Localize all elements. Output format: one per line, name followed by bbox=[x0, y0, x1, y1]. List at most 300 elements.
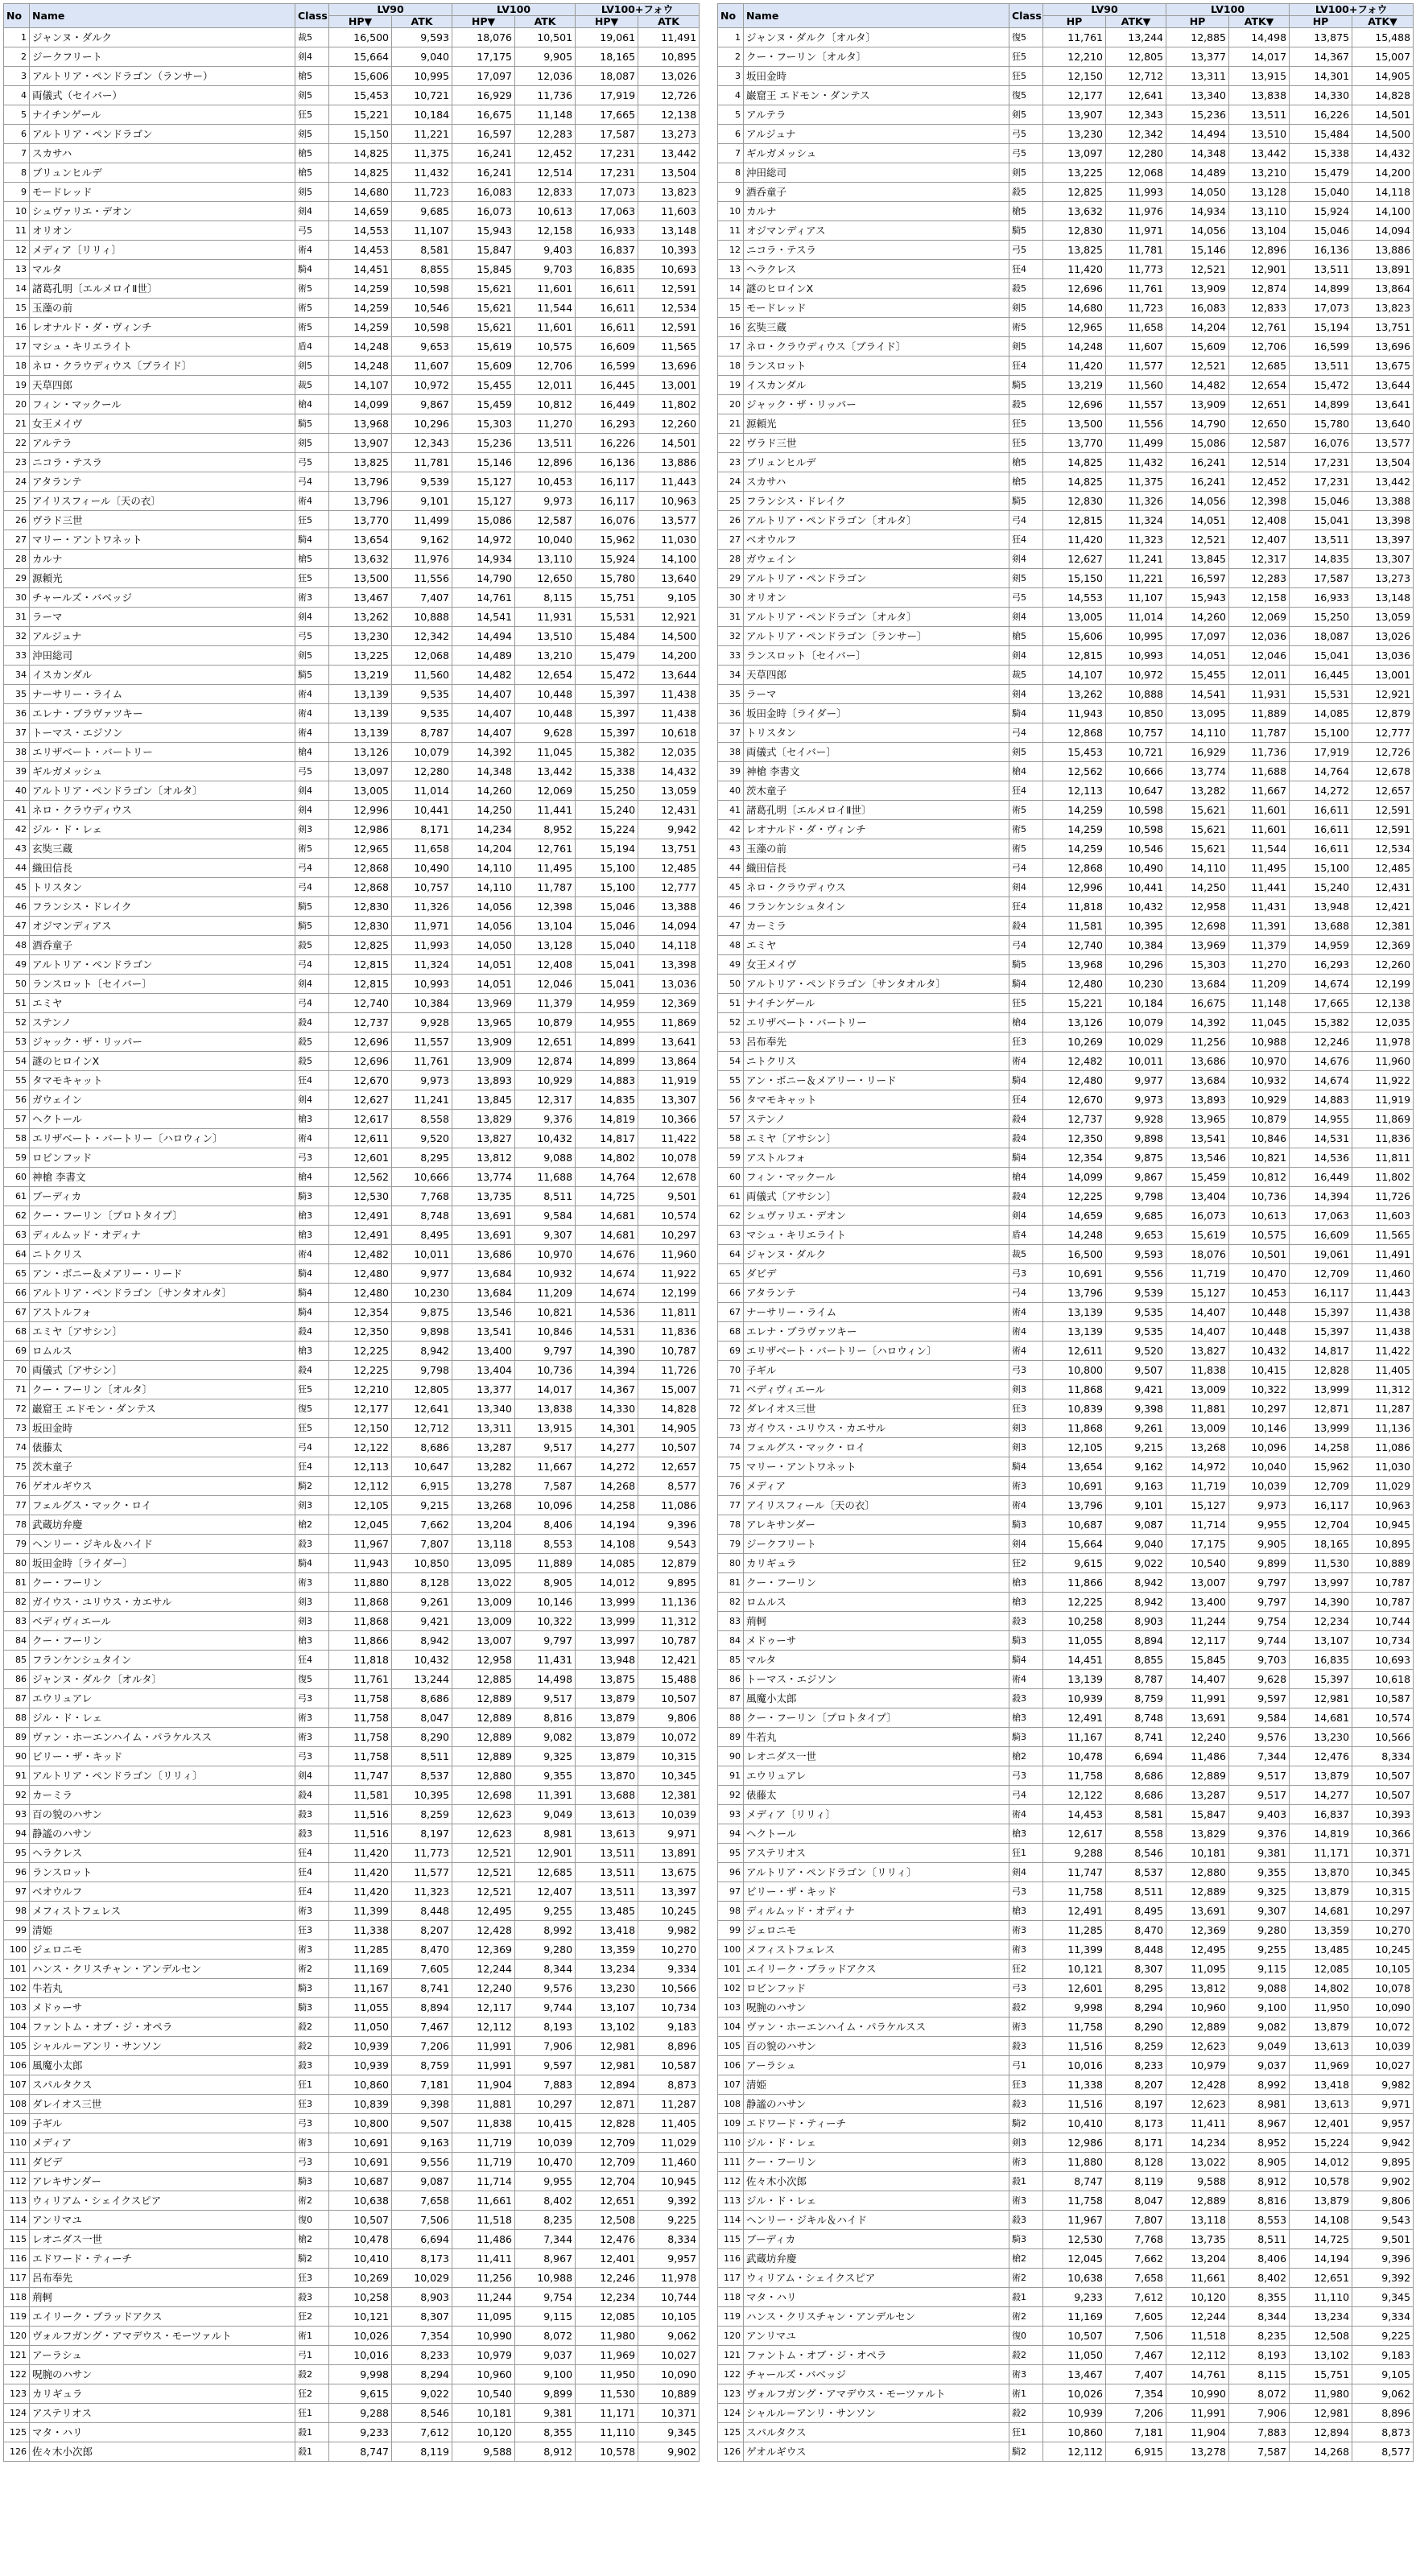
table-row[interactable] bbox=[4, 434, 700, 453]
table-row[interactable] bbox=[4, 1554, 700, 1573]
lv100-fou-hp: 14,272 bbox=[576, 1457, 638, 1477]
table-row[interactable] bbox=[718, 1245, 1414, 1264]
table-row[interactable] bbox=[718, 781, 1414, 801]
table-row[interactable] bbox=[4, 2114, 700, 2133]
table-row[interactable] bbox=[4, 1689, 700, 1708]
lv90-hp: 12,965 bbox=[1043, 318, 1106, 337]
row-number: 46 bbox=[718, 897, 744, 917]
table-row[interactable] bbox=[4, 781, 700, 801]
table-row[interactable] bbox=[4, 1573, 700, 1593]
table-row[interactable] bbox=[718, 2384, 1414, 2404]
table-row[interactable] bbox=[718, 2288, 1414, 2307]
lv100-hp-sort-header[interactable]: HP▼ bbox=[452, 16, 515, 28]
table-row[interactable] bbox=[718, 1226, 1414, 1245]
servant-class: 剣4 bbox=[1009, 1206, 1043, 1226]
table-row[interactable] bbox=[4, 2133, 700, 2153]
table-row[interactable] bbox=[718, 975, 1414, 994]
lv90-atk-sort-header[interactable]: ATK bbox=[392, 16, 452, 28]
table-row[interactable] bbox=[4, 743, 700, 762]
table-row[interactable] bbox=[718, 1631, 1414, 1651]
lv100-fou-hp-sort-header[interactable]: HP▼ bbox=[576, 16, 638, 28]
table-row[interactable] bbox=[718, 2404, 1414, 2423]
table-row[interactable] bbox=[718, 530, 1414, 550]
table-row[interactable] bbox=[4, 1380, 700, 1399]
table-row[interactable] bbox=[718, 67, 1414, 86]
class-header[interactable]: Class bbox=[1009, 4, 1043, 28]
table-row[interactable] bbox=[4, 723, 700, 743]
table-row[interactable] bbox=[718, 1477, 1414, 1496]
table-row[interactable] bbox=[4, 2307, 700, 2327]
lv90-atk: 9,507 bbox=[1106, 1361, 1166, 1380]
name-header[interactable]: Name bbox=[30, 4, 295, 28]
lv100-fou-atk: 9,982 bbox=[1352, 2075, 1414, 2095]
table-row[interactable] bbox=[718, 1593, 1414, 1612]
table-row[interactable] bbox=[718, 1457, 1414, 1477]
table-row[interactable] bbox=[718, 414, 1414, 434]
table-row[interactable] bbox=[4, 2346, 700, 2365]
table-row[interactable] bbox=[4, 1960, 700, 1979]
row-number: 49 bbox=[4, 955, 30, 975]
lv100-fou-atk: 10,297 bbox=[638, 1226, 700, 1245]
table-row[interactable] bbox=[4, 1651, 700, 1670]
table-row[interactable] bbox=[718, 221, 1414, 241]
table-row[interactable] bbox=[718, 1708, 1414, 1728]
table-row[interactable] bbox=[4, 279, 700, 299]
table-row[interactable] bbox=[4, 859, 700, 878]
table-row[interactable] bbox=[718, 2037, 1414, 2056]
table-row[interactable] bbox=[718, 1496, 1414, 1515]
table-row[interactable] bbox=[4, 376, 700, 395]
table-row[interactable] bbox=[4, 86, 700, 105]
table-row[interactable] bbox=[718, 1786, 1414, 1805]
table-row[interactable] bbox=[718, 2211, 1414, 2230]
table-row[interactable] bbox=[718, 994, 1414, 1013]
table-row[interactable] bbox=[718, 125, 1414, 144]
table-row[interactable] bbox=[4, 1419, 700, 1438]
table-row[interactable] bbox=[718, 1573, 1414, 1593]
no-header[interactable]: No bbox=[4, 4, 30, 28]
table-row[interactable] bbox=[4, 1805, 700, 1824]
table-row[interactable] bbox=[718, 86, 1414, 105]
table-row[interactable] bbox=[718, 569, 1414, 588]
table-row[interactable] bbox=[4, 1187, 700, 1206]
table-row[interactable] bbox=[718, 1979, 1414, 1998]
table-row[interactable] bbox=[718, 1090, 1414, 1110]
table-row[interactable] bbox=[718, 1824, 1414, 1844]
table-row[interactable] bbox=[4, 2442, 700, 2462]
table-row[interactable] bbox=[4, 1844, 700, 1863]
table-row[interactable] bbox=[4, 2384, 700, 2404]
table-row[interactable] bbox=[718, 1419, 1414, 1438]
no-header[interactable]: No bbox=[718, 4, 744, 28]
lv100-fou-hp-sort-header[interactable]: HP bbox=[1290, 16, 1352, 28]
table-row[interactable] bbox=[718, 2075, 1414, 2095]
table-row[interactable] bbox=[4, 105, 700, 125]
table-row[interactable] bbox=[4, 492, 700, 511]
servant-class: 狂5 bbox=[1009, 414, 1043, 434]
table-row[interactable] bbox=[4, 1071, 700, 1090]
table-row[interactable] bbox=[4, 221, 700, 241]
table-row[interactable] bbox=[4, 666, 700, 685]
table-row[interactable] bbox=[718, 801, 1414, 820]
table-row[interactable] bbox=[4, 28, 700, 47]
table-row[interactable] bbox=[4, 1399, 700, 1419]
table-row[interactable] bbox=[718, 955, 1414, 975]
table-row[interactable] bbox=[718, 1921, 1414, 1940]
lv100-atk-sort-header[interactable]: ATK▼ bbox=[1229, 16, 1290, 28]
table-row[interactable] bbox=[4, 1032, 700, 1052]
table-row[interactable] bbox=[718, 472, 1414, 492]
table-row[interactable] bbox=[4, 2211, 700, 2230]
table-row[interactable] bbox=[4, 2075, 700, 2095]
table-row[interactable] bbox=[4, 1902, 700, 1921]
name-header[interactable]: Name bbox=[744, 4, 1009, 28]
table-row[interactable] bbox=[4, 1766, 700, 1786]
table-row[interactable] bbox=[718, 1342, 1414, 1361]
table-row[interactable] bbox=[4, 1168, 700, 1187]
table-row[interactable] bbox=[4, 318, 700, 337]
table-row[interactable] bbox=[4, 1264, 700, 1284]
table-row[interactable] bbox=[4, 1515, 700, 1535]
table-row[interactable] bbox=[718, 1766, 1414, 1786]
lv100-fou-atk-sort-header[interactable]: ATK▼ bbox=[1352, 16, 1414, 28]
lv90-hp-sort-header[interactable]: HP bbox=[1043, 16, 1106, 28]
table-row[interactable] bbox=[4, 1670, 700, 1689]
table-row[interactable] bbox=[4, 1593, 700, 1612]
table-row[interactable] bbox=[718, 376, 1414, 395]
table-row[interactable] bbox=[718, 1998, 1414, 2018]
table-row[interactable] bbox=[4, 472, 700, 492]
table-row[interactable] bbox=[718, 163, 1414, 183]
table-row[interactable] bbox=[718, 183, 1414, 202]
table-row[interactable] bbox=[718, 608, 1414, 627]
table-row[interactable] bbox=[718, 666, 1414, 685]
table-row[interactable] bbox=[718, 2423, 1414, 2442]
table-row[interactable] bbox=[718, 1129, 1414, 1148]
lv100-fou-atk: 10,072 bbox=[638, 1728, 700, 1747]
table-row[interactable] bbox=[4, 2056, 700, 2075]
table-row[interactable] bbox=[718, 878, 1414, 897]
table-row[interactable] bbox=[718, 279, 1414, 299]
table-row[interactable] bbox=[718, 337, 1414, 357]
table-row[interactable] bbox=[4, 994, 700, 1013]
table-row[interactable] bbox=[718, 1438, 1414, 1457]
table-row[interactable] bbox=[718, 299, 1414, 318]
table-row[interactable] bbox=[4, 47, 700, 67]
table-row[interactable] bbox=[718, 260, 1414, 279]
table-row[interactable] bbox=[4, 1206, 700, 1226]
table-row[interactable] bbox=[718, 2327, 1414, 2346]
table-row[interactable] bbox=[4, 414, 700, 434]
table-row[interactable] bbox=[718, 1399, 1414, 1419]
table-row[interactable] bbox=[718, 2056, 1414, 2075]
table-row[interactable] bbox=[718, 28, 1414, 47]
table-row[interactable] bbox=[4, 163, 700, 183]
lv90-hp: 12,354 bbox=[1043, 1148, 1106, 1168]
table-row[interactable] bbox=[718, 1380, 1414, 1399]
table-row[interactable] bbox=[718, 1303, 1414, 1322]
table-row[interactable] bbox=[4, 1863, 700, 1882]
table-row[interactable] bbox=[718, 144, 1414, 163]
table-row[interactable] bbox=[718, 1670, 1414, 1689]
table-row[interactable] bbox=[718, 434, 1414, 453]
table-row[interactable] bbox=[718, 492, 1414, 511]
table-row[interactable] bbox=[4, 801, 700, 820]
table-row[interactable] bbox=[718, 627, 1414, 646]
table-row[interactable] bbox=[4, 125, 700, 144]
table-row[interactable] bbox=[718, 1747, 1414, 1766]
table-row[interactable] bbox=[4, 762, 700, 781]
table-row[interactable] bbox=[4, 1110, 700, 1129]
table-row[interactable] bbox=[4, 1998, 700, 2018]
table-row[interactable] bbox=[4, 1090, 700, 1110]
table-row[interactable] bbox=[4, 1747, 700, 1766]
table-row[interactable] bbox=[4, 2018, 700, 2037]
servant-name: アルトリア・ペンドラゴン bbox=[30, 125, 295, 144]
table-row[interactable] bbox=[4, 1786, 700, 1805]
table-row[interactable] bbox=[4, 202, 700, 221]
table-row[interactable] bbox=[4, 2230, 700, 2249]
table-row[interactable] bbox=[4, 975, 700, 994]
table-row[interactable] bbox=[4, 569, 700, 588]
table-row[interactable] bbox=[718, 1168, 1414, 1187]
table-row[interactable] bbox=[718, 241, 1414, 260]
table-row[interactable] bbox=[718, 646, 1414, 666]
table-row[interactable] bbox=[718, 1206, 1414, 1226]
table-row[interactable] bbox=[4, 2172, 700, 2191]
table-row[interactable] bbox=[718, 917, 1414, 936]
table-row[interactable] bbox=[718, 2191, 1414, 2211]
table-row[interactable] bbox=[4, 299, 700, 318]
table-row[interactable] bbox=[4, 1148, 700, 1168]
table-row[interactable] bbox=[718, 2346, 1414, 2365]
table-row[interactable] bbox=[4, 1708, 700, 1728]
table-row[interactable] bbox=[718, 1284, 1414, 1303]
table-row[interactable] bbox=[4, 550, 700, 569]
table-row[interactable] bbox=[4, 67, 700, 86]
table-row[interactable] bbox=[4, 144, 700, 163]
table-row[interactable] bbox=[718, 2133, 1414, 2153]
table-row[interactable] bbox=[718, 2269, 1414, 2288]
lv90-atk-sort-header[interactable]: ATK▼ bbox=[1106, 16, 1166, 28]
table-row[interactable] bbox=[718, 1882, 1414, 1902]
table-row[interactable] bbox=[718, 743, 1414, 762]
table-row[interactable] bbox=[4, 2423, 700, 2442]
table-row[interactable] bbox=[718, 1110, 1414, 1129]
lv90-hp: 11,516 bbox=[329, 1824, 392, 1844]
table-row[interactable] bbox=[4, 1882, 700, 1902]
table-row[interactable] bbox=[4, 1612, 700, 1631]
table-row[interactable] bbox=[718, 2114, 1414, 2133]
table-row[interactable] bbox=[4, 337, 700, 357]
table-row[interactable] bbox=[4, 2288, 700, 2307]
table-row[interactable] bbox=[4, 511, 700, 530]
table-row[interactable] bbox=[718, 2307, 1414, 2327]
table-row[interactable] bbox=[4, 2153, 700, 2172]
table-row[interactable] bbox=[718, 2172, 1414, 2191]
table-row[interactable] bbox=[4, 453, 700, 472]
table-row[interactable] bbox=[4, 2404, 700, 2423]
table-row[interactable] bbox=[718, 2230, 1414, 2249]
table-row[interactable] bbox=[4, 839, 700, 859]
lv100-fou-hp: 13,879 bbox=[1290, 1882, 1352, 1902]
table-row[interactable] bbox=[4, 1361, 700, 1380]
table-row[interactable] bbox=[718, 588, 1414, 608]
table-row[interactable] bbox=[4, 917, 700, 936]
table-row[interactable] bbox=[4, 260, 700, 279]
table-row[interactable] bbox=[4, 2037, 700, 2056]
table-row[interactable] bbox=[4, 2269, 700, 2288]
table-row[interactable] bbox=[4, 608, 700, 627]
table-row[interactable] bbox=[4, 1322, 700, 1342]
lv100-fou-atk: 10,787 bbox=[638, 1342, 700, 1361]
table-row[interactable] bbox=[4, 2191, 700, 2211]
table-row[interactable] bbox=[718, 2018, 1414, 2037]
servant-class: 狂5 bbox=[1009, 434, 1043, 453]
table-row[interactable] bbox=[718, 453, 1414, 472]
table-row[interactable] bbox=[718, 2095, 1414, 2114]
table-row[interactable] bbox=[4, 646, 700, 666]
table-row[interactable] bbox=[4, 627, 700, 646]
table-row[interactable] bbox=[4, 1496, 700, 1515]
table-row[interactable] bbox=[718, 1863, 1414, 1882]
table-row[interactable] bbox=[4, 897, 700, 917]
servant-class: 弓1 bbox=[1009, 2056, 1043, 2075]
lv90-hp: 10,839 bbox=[1043, 1399, 1106, 1419]
table-row[interactable] bbox=[4, 588, 700, 608]
table-row[interactable] bbox=[4, 2327, 700, 2346]
table-row[interactable] bbox=[4, 1245, 700, 1264]
table-row[interactable] bbox=[718, 1902, 1414, 1921]
table-row[interactable] bbox=[718, 47, 1414, 67]
table-row[interactable] bbox=[4, 1535, 700, 1554]
table-row[interactable] bbox=[718, 2153, 1414, 2172]
lv90-hp: 15,606 bbox=[329, 67, 392, 86]
table-row[interactable] bbox=[4, 1824, 700, 1844]
table-row[interactable] bbox=[718, 2365, 1414, 2384]
table-row[interactable] bbox=[718, 2442, 1414, 2462]
lv100-atk-sort-header[interactable]: ATK bbox=[515, 16, 576, 28]
table-row[interactable] bbox=[4, 1728, 700, 1747]
lv90-atk: 9,898 bbox=[392, 1322, 452, 1342]
table-row[interactable] bbox=[4, 1631, 700, 1651]
lv100-atk: 9,325 bbox=[1229, 1882, 1290, 1902]
lv100-hp-sort-header[interactable]: HP bbox=[1166, 16, 1229, 28]
table-row[interactable] bbox=[4, 1457, 700, 1477]
table-row[interactable] bbox=[4, 2365, 700, 2384]
table-row[interactable] bbox=[718, 839, 1414, 859]
table-row[interactable] bbox=[718, 1651, 1414, 1670]
table-row[interactable] bbox=[4, 1052, 700, 1071]
table-row[interactable] bbox=[4, 1303, 700, 1322]
table-row[interactable] bbox=[718, 1805, 1414, 1824]
table-row[interactable] bbox=[4, 820, 700, 839]
table-row[interactable] bbox=[718, 685, 1414, 704]
table-row[interactable] bbox=[718, 1515, 1414, 1535]
table-row[interactable] bbox=[718, 897, 1414, 917]
table-row[interactable] bbox=[718, 1148, 1414, 1168]
table-row[interactable] bbox=[4, 1129, 700, 1148]
servant-name: ロムルス bbox=[30, 1342, 295, 1361]
table-row[interactable] bbox=[718, 1361, 1414, 1380]
lv90-hp: 10,939 bbox=[1043, 2404, 1106, 2423]
table-row[interactable] bbox=[4, 530, 700, 550]
lv90-hp: 13,219 bbox=[329, 666, 392, 685]
table-row[interactable] bbox=[718, 704, 1414, 723]
table-row[interactable] bbox=[4, 183, 700, 202]
table-row[interactable] bbox=[718, 1032, 1414, 1052]
table-row[interactable] bbox=[4, 1342, 700, 1361]
table-row[interactable] bbox=[4, 1979, 700, 1998]
table-row[interactable] bbox=[4, 2095, 700, 2114]
table-row[interactable] bbox=[718, 550, 1414, 569]
table-row[interactable] bbox=[4, 1226, 700, 1245]
table-row[interactable] bbox=[718, 511, 1414, 530]
lv90-hp: 10,258 bbox=[329, 2288, 392, 2307]
servant-class: 術4 bbox=[1009, 1052, 1043, 1071]
table-row[interactable] bbox=[718, 820, 1414, 839]
table-row[interactable] bbox=[718, 1187, 1414, 1206]
table-row[interactable] bbox=[4, 1477, 700, 1496]
table-row[interactable] bbox=[718, 1071, 1414, 1090]
table-row[interactable] bbox=[718, 2249, 1414, 2269]
table-row[interactable] bbox=[718, 1264, 1414, 1284]
table-row[interactable] bbox=[4, 1284, 700, 1303]
table-row[interactable] bbox=[718, 1013, 1414, 1032]
table-row[interactable] bbox=[718, 1689, 1414, 1708]
table-row[interactable] bbox=[4, 1013, 700, 1032]
table-row[interactable] bbox=[718, 1322, 1414, 1342]
lv90-hp-sort-header[interactable]: HP▼ bbox=[329, 16, 392, 28]
table-row[interactable] bbox=[4, 357, 700, 376]
table-row[interactable] bbox=[718, 1844, 1414, 1863]
table-row[interactable] bbox=[718, 936, 1414, 955]
table-row[interactable] bbox=[718, 723, 1414, 743]
table-row[interactable] bbox=[718, 1728, 1414, 1747]
table-row[interactable] bbox=[718, 859, 1414, 878]
table-row[interactable] bbox=[4, 2249, 700, 2269]
table-row[interactable] bbox=[4, 704, 700, 723]
table-row[interactable] bbox=[718, 1612, 1414, 1631]
table-row[interactable] bbox=[718, 318, 1414, 337]
servant-name: ジャック・ザ・リッパー bbox=[744, 395, 1009, 414]
table-row[interactable] bbox=[718, 762, 1414, 781]
table-row[interactable] bbox=[718, 1940, 1414, 1960]
lv100-atk: 12,046 bbox=[515, 975, 576, 994]
table-row[interactable] bbox=[4, 878, 700, 897]
table-row[interactable] bbox=[4, 1438, 700, 1457]
class-header[interactable]: Class bbox=[295, 4, 329, 28]
table-row[interactable] bbox=[718, 1052, 1414, 1071]
lv100-fou-hp: 12,508 bbox=[1290, 2327, 1352, 2346]
table-row[interactable] bbox=[718, 1554, 1414, 1573]
table-row[interactable] bbox=[4, 1921, 700, 1940]
table-row[interactable] bbox=[4, 1940, 700, 1960]
table-row[interactable] bbox=[4, 395, 700, 414]
table-row[interactable] bbox=[718, 105, 1414, 125]
table-row[interactable] bbox=[718, 1960, 1414, 1979]
table-row[interactable] bbox=[4, 955, 700, 975]
table-row[interactable] bbox=[718, 357, 1414, 376]
table-row[interactable] bbox=[4, 685, 700, 704]
table-row[interactable] bbox=[4, 241, 700, 260]
table-row[interactable] bbox=[718, 395, 1414, 414]
table-row[interactable] bbox=[718, 202, 1414, 221]
lv100-fou-atk-sort-header[interactable]: ATK bbox=[638, 16, 700, 28]
table-row[interactable] bbox=[4, 936, 700, 955]
table-row[interactable] bbox=[718, 1535, 1414, 1554]
lv100-hp: 11,518 bbox=[452, 2211, 515, 2230]
